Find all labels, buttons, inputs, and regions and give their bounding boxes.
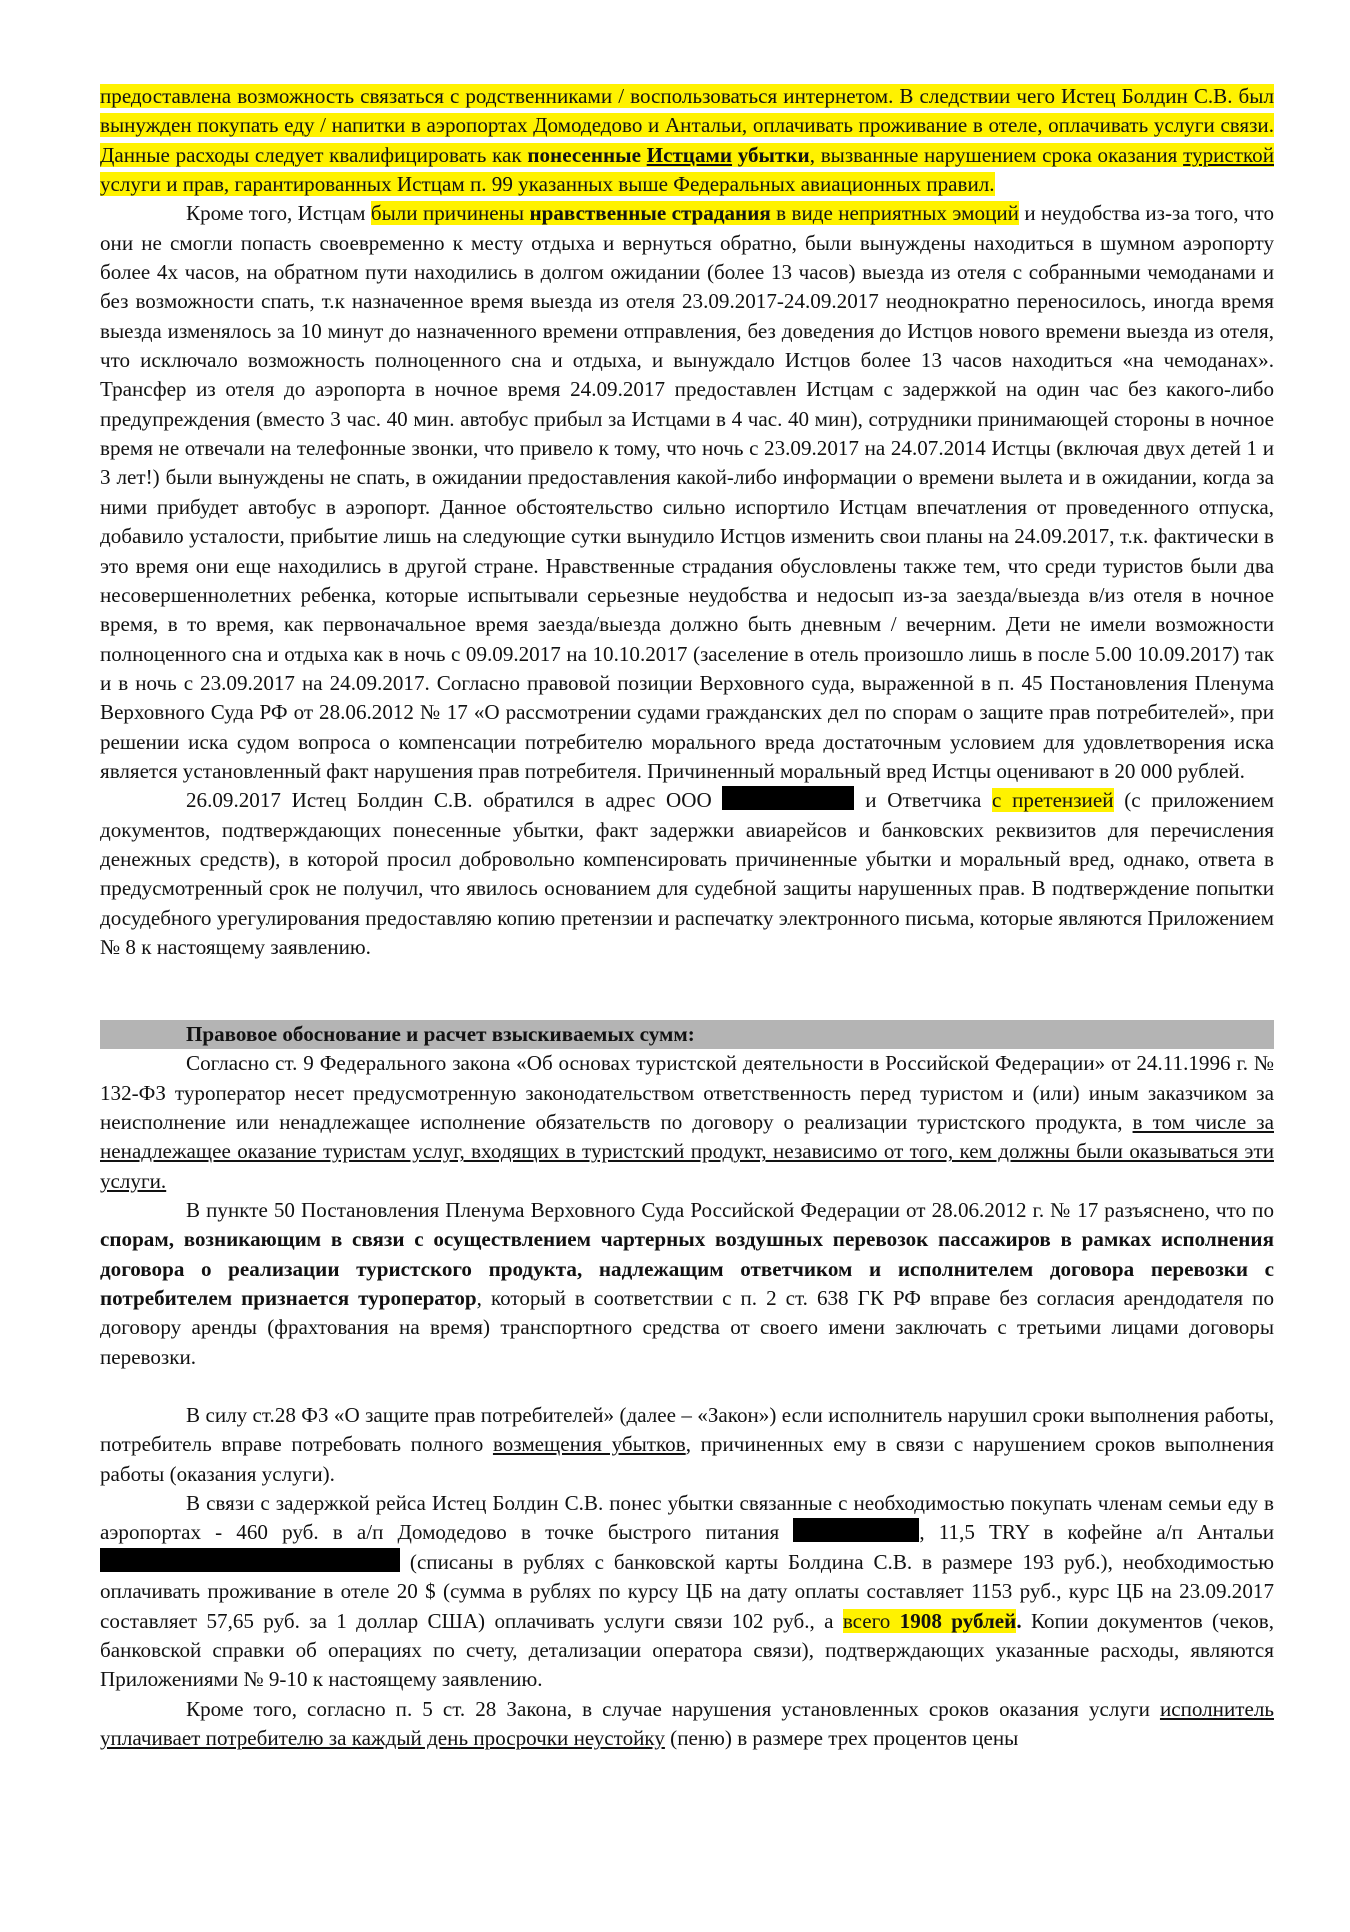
paragraph-claim: 26.09.2017 Истец Болдин С.В. обратился в адрес ООО и Ответчика с претензией (с приложением документов, подтверждающих понесенные убытки, факт задержки авиарейсов и банковских реквизитов для перечисления денежных средств), в которой просил добровольно компенсировать причиненные убытки и моральный вред, однако, ответа в предусмотренный срок не получил, что явилось основанием для судебной защиты нарушенных прав. В подтверждение попытки досудебного урегулирования предоставляю копию претензии и распечатку электронного письма, которые являются Приложением № 8 к настоящему заявлению. [100, 788, 1274, 959]
highlighted-total: всего 1908 рублей [842, 1608, 1017, 1633]
redaction-box [793, 1518, 919, 1542]
paragraph-losses [100, 82, 1274, 199]
highlighted-text: предоставлена возможность связаться с родственниками / воспользоваться интернетом. В следствии чего Истец Болдин С.В. был вынужден покупать еду / напитки в аэропортах Домодедово и Антальи, оплачивать проживание в отеле, оплачивать услуги связи. Данные расходы следует квалифицировать как понесенные Истцами убытки, вызванные нарушением срока оказания туристкой услуги и прав, гарантированных Истцам п. 99 указанных выше Федеральных авиационных правил. [100, 84, 1274, 197]
spacer [100, 991, 1274, 1020]
spacer [100, 1372, 1274, 1401]
redaction-box [100, 1548, 400, 1572]
paragraph-consumer-law: В силу ст.28 ФЗ «О защите прав потребителей» (далее – «Закон») если исполнитель нарушил сроки выполнения работы, потребитель вправе потребовать полного возмещения убытков, причиненных ему в связи с нарушением сроков выполнения работы (оказания услуги). [100, 1403, 1274, 1486]
paragraph-expenses: В связи с задержкой рейса Истец Болдин С.В. понес убытки связанные с необходимостью покупать членам семьи еду в аэропортах - 460 руб. в а/п Домодедово в точке быстрого питания , 11,5 TRY в кофейне а/п Антальи (списаны в рублях с банковской карты Болдина С.В. в размере 193 руб.), необходимостью оплачивать проживание в отеле 20 $ (сумма в рублях по курсу ЦБ на дату оплаты составляет 1153 руб., курс ЦБ на 23.09.2017 составляет 57,65 руб. за 1 доллар США) оплачивать услуги связи 102 руб., а всего 1908 рублей. Копии документов (чеков, банковской справки об операциях по счету, детализации оператора связи), подтверждающих указанные расходы, являются Приложениями № 9-10 к настоящему заявлению. [100, 1491, 1274, 1692]
paragraph-plenum: В пункте 50 Постановления Пленума Верховного Суда Российской Федерации от 28.06.2012 г. № 17 разъяснено, что по спорам, возникающим в связи с осуществлением чартерных воздушных перевозок пассажиров в рамках исполнения договора о реализации туристского продукта, надлежащим ответчиком и исполнителем договора перевозки с потребителем признается туроператор, который в соответствии с п. 2 ст. 638 ГК РФ вправе без согласия арендодателя по договору аренды (фрахтования на время) транспортного средства от своего имени заключать с третьими лицами договоры перевозки. [100, 1198, 1274, 1369]
paragraph-penalty: Кроме того, согласно п. 5 ст. 28 Закона, в случае нарушения установленных сроков оказания услуги исполнитель уплачивает потребителю за каждый день просрочки неустойку (пеню) в размере трех процентов цены [100, 1696, 1274, 1750]
spacer [100, 962, 1274, 991]
section-heading: Правовое обоснование и расчет взыскиваемых сумм: [100, 1020, 1274, 1049]
paragraph-tourism-law: Согласно ст. 9 Федерального закона «Об основах туристской деятельности в Российской Федерации» от 24.11.1996 г. № 132-ФЗ туроператор несет предусмотренную законодательством ответственность перед туристом и (или) иным заказчиком за неисполнение или ненадлежащее исполнение обязательств по договору о реализации туристского продукта, в том числе за ненадлежащее оказание туристам услуг, входящих в туристский продукт, независимо от того, кем должны были оказываться эти услуги. [100, 1051, 1274, 1193]
paragraph-moral-damage: Кроме того, Истцам были причинены нравственные страдания в виде неприятных эмоций и неудобства из-за того, что они не смогли попасть своевременно к месту отдыха и вернуться обратно, были вынуждены находиться в шумном аэропорту более 4х часов, на обратном пути находились в долгом ожидании (более 13 часов) выезда из отеля с собранными чемоданами и без возможности спать, т.к назначенное время выезда из отеля 23.09.2017-24.09.2017 неоднократно переносилось, иногда время выезда изменялось за 10 минут до назначенного времени отправления, без доведения до Истцов нового времени выезда из отеля, что исключало возможность полноценного сна и отдыха, и вынуждало Истцов более 13 часов находиться «на чемоданах». Трансфер из отеля до аэропорта в ночное время 24.09.2017 предоставлен Истцам с задержкой на один час без какого-либо предупреждения (вместо 3 час. 40 мин. автобус прибыл за Истцами в 4 час. 40 мин), сотрудники принимающей стороны в ночное время не отвечали на телефонные звонки, что привело к тому, что ночь с 23.09.2017 на 24.07.2014 Истцы (включая двух детей 1 и 3 лет!) были вынуждены не спать, в ожидании предоставления какой-либо информации о времени вылета и в ожидании, когда за ними прибудет автобус в аэропорт. Данное обстоятельство сильно испортило Истцам впечатления от проведенного отпуска, добавило усталости, прибытие лишь на следующие сутки вынудило Истцов изменить свои планы на 24.09.2017, т.к. фактически в это время они еще находились в другой стране. Нравственные страдания обусловлены также тем, что среди туристов были два несовершеннолетних ребенка, которые испытывали серьезные неудобства и недосып из-за заезда/выезда в/из отеля в ночное время, в то время, как первоначальное время заезда/выезда должно быть дневным / вечерним. Дети не имели возможности полноценного сна и отдыха как в ночь с 09.09.2017 на 10.10.2017 (заселение в отель произошло лишь в после 5.00 10.09.2017) так и в ночь с 23.09.2017 на 24.09.2017. Согласно правовой позиции Верховного суда, выраженной в п. 45 Постановления Пленума Верховного Суда РФ от 28.06.2012 № 17 «О рассмотрении судами гражданских дел по спорам о защите прав потребителей», при решении иска судом вопроса о компенсации потребителю морального вреда достаточным условием для удовлетворения иска является установленный факт нарушения прав потребителя. Причиненный моральный вред Истцы оценивают в 20 000 рублей. [100, 201, 1274, 783]
redaction-box [722, 786, 854, 810]
